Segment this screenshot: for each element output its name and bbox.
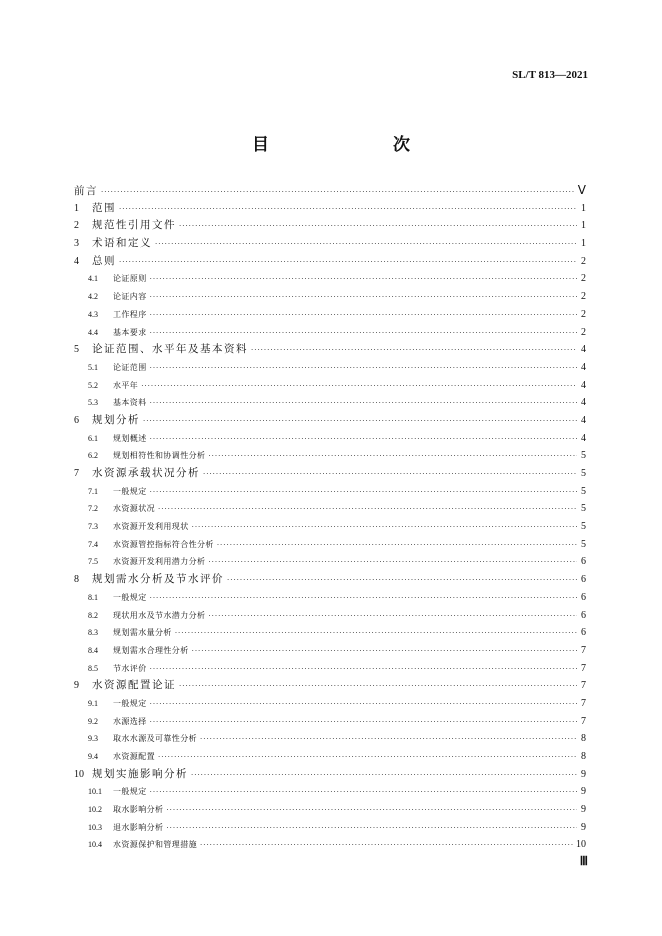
toc-entry-number: 3 [74, 238, 79, 250]
leader-dots [192, 519, 577, 537]
toc-entry[interactable] [74, 730, 586, 748]
toc-entry-page: 7 [581, 697, 586, 709]
toc-entry-page: 4 [581, 432, 586, 444]
leader-dots [150, 590, 577, 608]
leader-dots [175, 625, 577, 643]
toc-entry[interactable] [74, 660, 586, 678]
leader-dots [150, 714, 577, 732]
toc-entry-number: 4.3 [88, 309, 98, 319]
toc-entry-page: 6 [581, 627, 586, 639]
toc-entry-title: 前言 [74, 185, 98, 197]
toc-entry[interactable] [74, 571, 586, 589]
toc-entry-title: 水资源管控指标符合性分析 [113, 539, 214, 549]
toc-entry[interactable] [74, 624, 586, 642]
toc-entry-number: 6.1 [88, 433, 98, 443]
page-title: 目 次 [252, 135, 440, 155]
leader-dots [119, 254, 577, 272]
toc-entry-title: 一般规定 [113, 787, 147, 797]
toc-entry-title: 水资源开发利用现状 [113, 522, 189, 532]
toc-entry-page: 5 [581, 468, 586, 479]
toc-entry-number: 1 [74, 202, 79, 214]
leader-dots [150, 696, 577, 714]
toc-entry-number: 9 [74, 680, 79, 692]
leader-dots [143, 413, 577, 431]
toc-entry-number: 7.4 [88, 539, 98, 549]
toc-entry-title: 工作程序 [113, 309, 147, 319]
toc-entry-title: 规划需水分析及节水评价 [92, 573, 224, 586]
toc-entry-page: 8 [581, 751, 586, 762]
toc-entry[interactable] [74, 253, 586, 271]
toc-entry-page: 4 [581, 397, 586, 409]
toc-entry-title: 范围 [92, 201, 116, 214]
toc-entry[interactable] [74, 500, 586, 518]
toc-entry-page: 5 [581, 521, 586, 533]
toc-entry-page: 1 [581, 202, 586, 214]
toc-entry-number: 9.4 [88, 752, 98, 761]
toc-entry-title: 现状用水及节水潜力分析 [113, 610, 206, 620]
leader-dots [200, 837, 573, 855]
toc-entry-page: 6 [581, 609, 586, 621]
toc-entry-title: 总则 [92, 254, 116, 267]
toc-entry-number: 8.4 [88, 645, 98, 655]
toc-entry[interactable] [74, 324, 586, 342]
toc-entry-page: 1 [581, 220, 586, 232]
toc-entry[interactable] [74, 217, 586, 235]
toc-entry-number: 8.2 [88, 610, 98, 620]
toc-entry-page: 2 [581, 291, 586, 303]
toc-entry-page: 7 [581, 662, 586, 674]
leader-dots [155, 236, 577, 254]
toc-entry-title: 一般规定 [113, 592, 147, 602]
leader-dots [200, 731, 577, 749]
leader-dots [166, 802, 577, 820]
table-of-contents [74, 182, 586, 854]
toc-entry-page: 9 [581, 786, 586, 798]
toc-entry-number: 9.3 [88, 734, 98, 744]
toc-entry-title: 规划需水量分析 [113, 628, 172, 638]
toc-entry-title: 取水水源及可靠性分析 [113, 734, 197, 744]
toc-entry-number: 5.3 [88, 398, 98, 408]
toc-entry-page: 2 [581, 326, 586, 338]
toc-entry-number: 7.1 [88, 486, 98, 496]
leader-dots [251, 342, 577, 360]
toc-entry-page: 5 [581, 485, 586, 497]
toc-entry[interactable] [74, 695, 586, 713]
leader-dots [150, 484, 577, 502]
toc-entry-number: 4.1 [88, 274, 98, 284]
toc-entry-page: Ⅴ [577, 183, 586, 197]
toc-entry[interactable] [74, 288, 586, 306]
leader-dots [203, 466, 577, 484]
toc-entry-number: 4.4 [88, 327, 98, 337]
toc-entry-title: 规划相符性和协调性分析 [113, 451, 206, 461]
toc-entry[interactable] [74, 465, 586, 483]
toc-entry-title: 论证原则 [113, 274, 147, 284]
toc-entry-number: 9.2 [88, 716, 98, 726]
leader-dots [158, 749, 577, 767]
toc-entry-number: 6 [74, 414, 79, 426]
leader-dots [208, 554, 577, 572]
toc-entry-number: 7.2 [88, 504, 98, 514]
leader-dots [179, 218, 577, 236]
toc-entry[interactable] [74, 359, 586, 377]
toc-entry-title: 节水评价 [113, 663, 147, 673]
toc-entry[interactable] [74, 589, 586, 607]
toc-entry-number: 2 [74, 220, 79, 232]
toc-entry-title: 规划分析 [92, 413, 140, 426]
toc-entry-title: 术语和定义 [92, 237, 152, 250]
toc-entry-number: 7 [74, 468, 79, 479]
toc-entry-page: 4 [581, 344, 586, 356]
toc-entry[interactable] [74, 713, 586, 731]
toc-entry-page: 7 [581, 644, 586, 656]
toc-entry-page: 2 [581, 255, 586, 267]
leader-dots [150, 307, 577, 325]
toc-entry-title: 论证内容 [113, 292, 147, 302]
toc-entry-number: 10.3 [88, 822, 102, 832]
toc-entry-title: 论证范围、水平年及基本资料 [92, 343, 248, 356]
toc-entry-title: 论证范围 [113, 362, 147, 372]
toc-entry-title: 水资源开发利用潜力分析 [113, 557, 206, 567]
toc-entry-number: 10.2 [88, 805, 102, 815]
leader-dots [158, 501, 577, 519]
toc-entry[interactable] [74, 607, 586, 625]
toc-entry-number: 10 [74, 768, 84, 780]
toc-entry-title: 规划实施影响分析 [92, 767, 188, 780]
toc-entry-title: 基本资料 [113, 398, 147, 408]
toc-entry[interactable] [74, 518, 586, 536]
toc-entry-title: 水资源状况 [113, 504, 155, 514]
toc-entry[interactable] [74, 553, 586, 571]
toc-entry-number: 9.1 [88, 698, 98, 708]
toc-entry-number: 4 [74, 255, 79, 267]
toc-entry-number: 7.5 [88, 557, 98, 567]
toc-entry-number: 4.2 [88, 292, 98, 302]
toc-entry[interactable] [74, 748, 586, 766]
toc-entry-number: 8.1 [88, 592, 98, 602]
toc-entry-page: 10 [576, 839, 586, 851]
toc-entry-number: 10.4 [88, 840, 102, 850]
toc-entry-page: 5 [581, 450, 586, 462]
toc-entry-page: 9 [581, 768, 586, 780]
toc-entry[interactable] [74, 483, 586, 501]
toc-entry-number: 6.2 [88, 451, 98, 461]
toc-entry-page: 2 [581, 273, 586, 285]
toc-entry-page: 5 [581, 538, 586, 550]
toc-entry[interactable] [74, 642, 586, 660]
toc-entry-page: 9 [581, 821, 586, 833]
toc-entry-page: 5 [581, 503, 586, 515]
toc-entry-number: 5.1 [88, 362, 98, 372]
toc-entry[interactable] [74, 801, 586, 819]
toc-entry[interactable] [74, 412, 586, 430]
leader-dots [150, 431, 577, 449]
toc-entry[interactable] [74, 536, 586, 554]
leader-dots [208, 608, 577, 626]
toc-entry[interactable] [74, 270, 586, 288]
toc-entry[interactable] [74, 235, 586, 253]
toc-entry-page: 4 [581, 379, 586, 391]
toc-entry-title: 水资源承载状况分析 [92, 467, 200, 479]
toc-entry-page: 9 [581, 804, 586, 816]
leader-dots [179, 678, 577, 696]
toc-entry[interactable] [74, 306, 586, 324]
toc-entry-page: 7 [581, 715, 586, 727]
toc-entry-number: 5.2 [88, 380, 98, 390]
leader-dots [227, 572, 577, 590]
toc-entry[interactable] [74, 430, 586, 448]
leader-dots [208, 448, 577, 466]
toc-entry-title: 水资源配置 [113, 752, 155, 761]
toc-entry[interactable] [74, 394, 586, 412]
toc-entry-number: 8.3 [88, 628, 98, 638]
leader-dots [191, 767, 577, 785]
toc-entry-title: 水资源保护和管理措施 [113, 840, 197, 850]
leader-dots [217, 537, 577, 555]
leader-dots [150, 271, 577, 289]
toc-entry-title: 水平年 [113, 380, 139, 390]
leader-dots [141, 378, 577, 396]
leader-dots [150, 784, 577, 802]
toc-entry-page: 6 [581, 556, 586, 568]
toc-entry-title: 规范性引用文件 [92, 219, 176, 232]
leader-dots [101, 184, 575, 202]
toc-entry-page: 2 [581, 308, 586, 320]
leader-dots [150, 289, 577, 307]
leader-dots [150, 360, 577, 378]
toc-entry-title: 水资源配置论证 [92, 679, 176, 692]
toc-entry-title: 水源选择 [113, 716, 147, 726]
toc-entry[interactable] [74, 341, 586, 359]
page-number: Ⅲ [579, 854, 588, 868]
toc-entry-number: 5 [74, 344, 79, 356]
leader-dots [150, 325, 577, 343]
toc-entry-number: 10.1 [88, 787, 102, 797]
toc-entry-page: 4 [581, 414, 586, 426]
toc-entry-title: 一般规定 [113, 698, 147, 708]
toc-entry-title: 规划需水合理性分析 [113, 645, 189, 655]
toc-entry-title: 规划概述 [113, 433, 147, 443]
toc-entry-number: 8.5 [88, 663, 98, 673]
leader-dots [150, 395, 577, 413]
toc-entry-title: 基本要求 [113, 327, 147, 337]
standard-code: SL/T 813—2021 [512, 69, 588, 81]
toc-entry[interactable] [74, 377, 586, 395]
toc-entry-page: 4 [581, 361, 586, 373]
toc-entry-number: 8 [74, 574, 79, 586]
toc-entry-title: 一般规定 [113, 486, 147, 496]
leader-dots [119, 201, 577, 219]
toc-entry[interactable] [74, 836, 586, 854]
toc-entry[interactable] [74, 766, 586, 784]
leader-dots [150, 661, 577, 679]
toc-entry-page: 7 [581, 680, 586, 692]
toc-entry[interactable] [74, 182, 586, 200]
toc-entry-title: 退水影响分析 [113, 822, 164, 832]
toc-entry-title: 取水影响分析 [113, 805, 164, 815]
toc-entry-page: 8 [581, 733, 586, 745]
toc-entry[interactable] [74, 200, 586, 218]
leader-dots [166, 820, 577, 838]
toc-entry[interactable] [74, 819, 586, 837]
leader-dots [192, 643, 577, 661]
toc-entry-page: 6 [581, 574, 586, 586]
toc-entry-number: 7.3 [88, 522, 98, 532]
toc-entry-page: 6 [581, 591, 586, 603]
toc-entry[interactable] [74, 447, 586, 465]
toc-entry[interactable] [74, 783, 586, 801]
toc-entry-page: 1 [581, 238, 586, 250]
toc-entry[interactable] [74, 677, 586, 695]
